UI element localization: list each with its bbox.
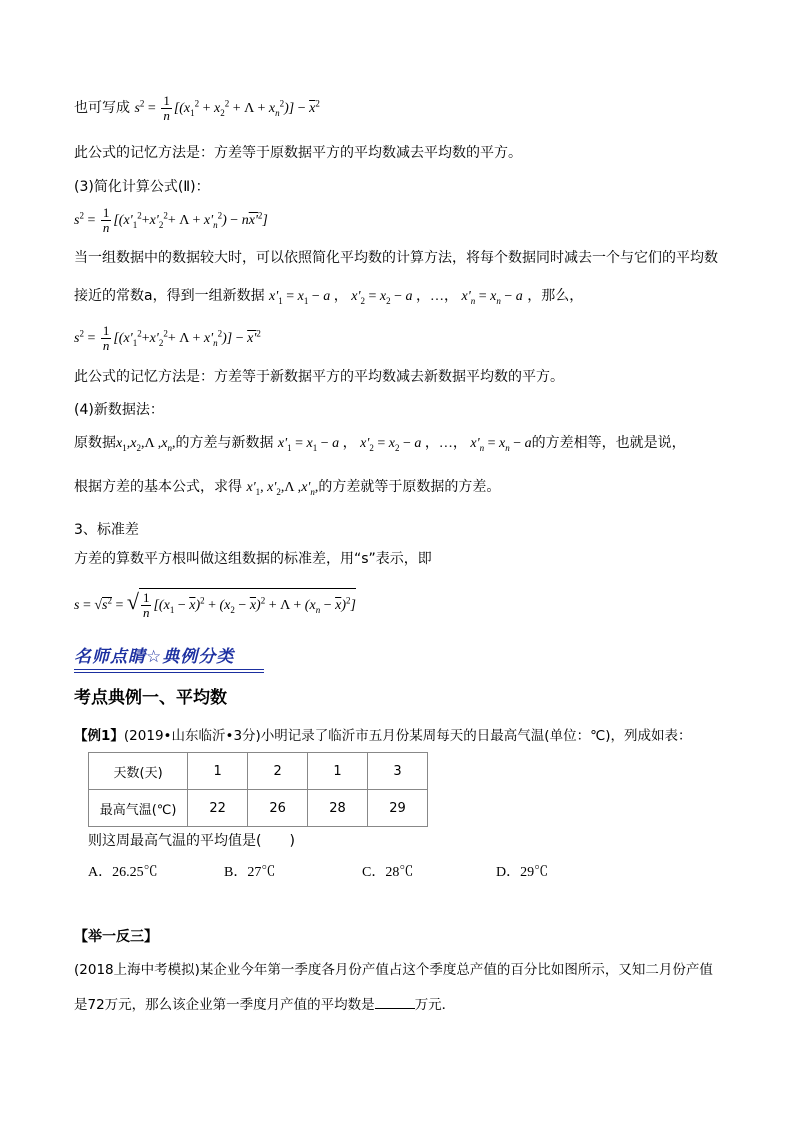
practice-label: 【举一反三】 <box>74 929 158 945</box>
table-cell: 天数(天) <box>89 753 188 790</box>
formula-simplified: $s^2$ = $\frac{1}{n}$ $[(x'_1^2+x'_2^2+ \Lambda + x'_n^2) - nx'^2]$ <box>74 205 268 236</box>
table-row <box>89 790 428 827</box>
practice-line-1: (2018上海中考模拟)某企业今年第一季度各月份产值占这个季度总产值的百分比如图所示，又知二月份产值 <box>74 962 713 978</box>
table-cell: 最高气温(℃) <box>89 790 188 827</box>
memory-text-1: 此公式的记忆方法是：方差等于原数据平方的平均数减去平均数的平方。 <box>74 145 522 161</box>
paragraph-3: 原数据$x_1,x_2,\Lambda$ $,x_n$,的方差与新数据 $x'_1 = x_1 - a$ ， $x'_2 = x_2 - a$ ，…， $x'_n = x_n - a$的方差相等，也就是说， <box>74 435 686 453</box>
temperature-table <box>88 752 428 827</box>
para4-text-a: 根据方差的基本公式，求得 <box>74 479 242 495</box>
table-cell: 29 <box>368 790 428 827</box>
original-data-list: $x_1,x_2,\Lambda$ $,x_n$ <box>116 436 172 453</box>
example-label: 【例1】 <box>74 728 124 744</box>
option-d: D．29℃ <box>496 865 549 880</box>
std-text: 方差的算数平方根叫做这组数据的标准差，用“s”表示，即 <box>74 551 432 567</box>
paragraph-1: 当一组数据中的数据较大时，可以依照简化平均数的计算方法，将每个数据同时减去一个与它们的平均数 <box>74 250 718 266</box>
practice-text-a: 是72万元，那么该企业第一季度月产值的平均数是 <box>74 997 375 1013</box>
para3-text-a: 原数据 <box>74 435 116 451</box>
table-cell: 28 <box>308 790 368 827</box>
para3-text-c: 的方差相等，也就是说， <box>531 435 686 451</box>
para2-text-a: 接近的常数a，得到一组新数据 <box>74 288 265 304</box>
section-banner: 名师点睛☆典例分类 <box>74 647 235 667</box>
example-question: 则这周最高气温的平均值是( ) <box>88 833 295 849</box>
std-title: 3、标准差 <box>74 522 139 538</box>
section-title: 考点典例一、平均数 <box>74 688 227 708</box>
banner-underline <box>74 669 264 673</box>
new-data-list-formula: $x'_1 = x_1 - a$ ， $x'_2 = x_2 - a$ ，…， $x'_n = x_n - a$ <box>277 436 532 453</box>
answer-blank[interactable] <box>375 996 415 1009</box>
formula-new-data-variance: $s^2$ = $\frac{1}{n}$ $[(x'_1^2+x'_2^2+ \Lambda + x'_n^2)] - x'^2$ <box>74 323 261 354</box>
practice-line-2 <box>74 996 455 1013</box>
para4-text-b: 的方差就等于原数据的方差。 <box>318 479 501 495</box>
table-cell: 3 <box>368 753 428 790</box>
option-b: B．27℃ <box>224 865 276 880</box>
formula-variance-alt <box>74 94 320 124</box>
option-a: A．26.25℃ <box>88 865 158 880</box>
paragraph-2 <box>74 288 583 307</box>
para2-text-b: ，那么， <box>527 288 584 304</box>
para3-text-b: 的方差与新数据 <box>175 435 274 451</box>
formula-standard-deviation: $s = √s^2$ = √ $\frac{1}{n}$ $[(x_1 - \overline{x})^2 + (x_2 - \overline{x})^2 + \Lambda + (x_n - \overline{x})^2]$ <box>74 589 356 621</box>
option-c: C．28℃ <box>362 865 414 880</box>
new-data-list: $x'_1$, $x'_2,\Lambda$ $,x'_n$ <box>246 480 315 497</box>
table-cell: 1 <box>308 753 368 790</box>
text-also-write: 也可写成 <box>74 100 130 117</box>
practice-text-b: 万元． <box>414 997 456 1013</box>
table-cell: 1 <box>188 753 248 790</box>
example-source: (2019•山东临沂•3分) <box>123 728 261 744</box>
table-cell: 2 <box>248 753 308 790</box>
new-data-method-title: (4)新数据法： <box>74 402 164 418</box>
example-text: 小明记录了临沂市五月份某周每天的日最高气温(单位：℃)，列成如表： <box>260 728 692 744</box>
simplified-formula-title: (3)简化计算公式(Ⅱ)： <box>74 179 210 195</box>
table-cell: 26 <box>248 790 308 827</box>
table-cell: 22 <box>188 790 248 827</box>
table-row <box>89 753 428 790</box>
example-1-header <box>74 728 692 744</box>
new-data-formula: $x'_1 = x_1 - a$ ， $x'_2 = x_2 - a$ ，…， $x'_n = x_n - a$ <box>269 289 523 306</box>
formula-expression: $s^2$ = $\frac{1}{n}$ $[(x_1^2 + x_2^2 + \Lambda + x_n^2)] - \overline{x}^2$ <box>134 93 320 124</box>
paragraph-4: 根据方差的基本公式，求得 $x'_1$, $x'_2,\Lambda$ $,x'_n$,的方差就等于原数据的方差。 <box>74 479 501 497</box>
memory-text-2: 此公式的记忆方法是：方差等于新数据平方的平均数减去新数据平均数的平方。 <box>74 369 564 385</box>
